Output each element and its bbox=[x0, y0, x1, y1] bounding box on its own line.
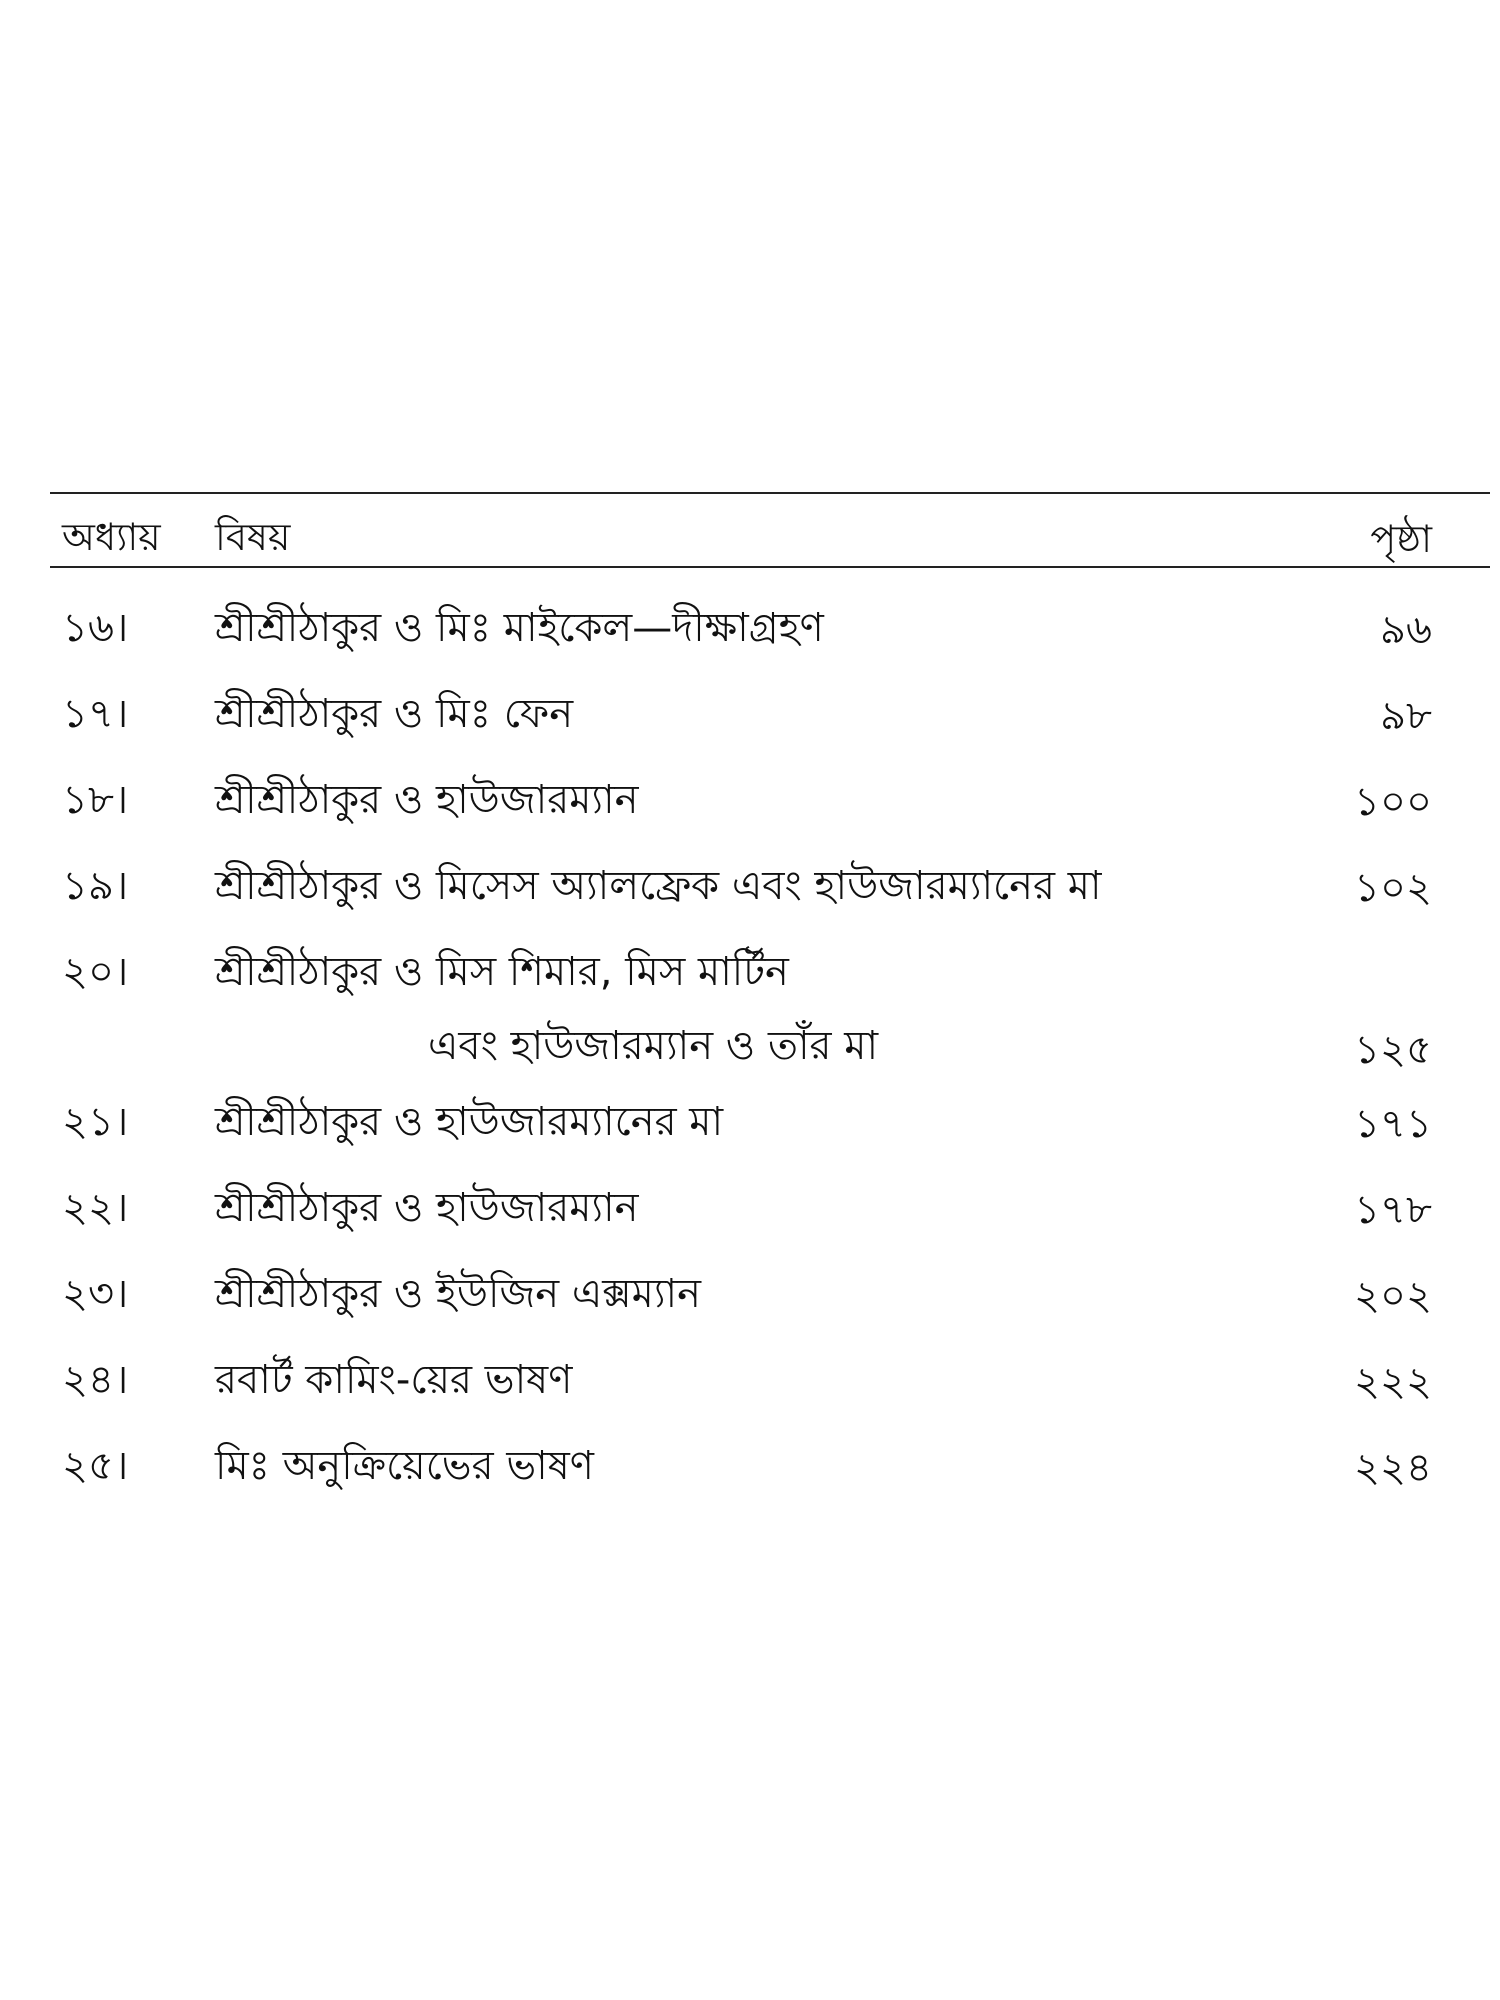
chapter-number: ২০। bbox=[62, 949, 129, 995]
toc-row bbox=[50, 760, 1490, 846]
page-number: ২০২ bbox=[1353, 1273, 1432, 1319]
toc-row bbox=[50, 674, 1490, 760]
chapter-number: ১৮। bbox=[62, 777, 129, 823]
chapter-title: রবার্ট কামিং-য়ের ভাষণ bbox=[215, 1357, 573, 1403]
chapter-title: শ্রীশ্রীঠাকুর ও মিস শিমার, মিস মার্টিন bbox=[215, 949, 789, 995]
chapter-title: শ্রীশ্রীঠাকুর ও হাউজারম্যান bbox=[215, 1185, 639, 1231]
toc-row bbox=[50, 588, 1490, 674]
header-page: পৃষ্ঠা bbox=[1370, 517, 1432, 561]
toc-row bbox=[50, 1254, 1490, 1340]
page-number: ১০২ bbox=[1354, 865, 1432, 911]
chapter-title: শ্রীশ্রীঠাকুর ও ইউজিন এক্সম্যান bbox=[215, 1271, 701, 1317]
header-subject: বিষয় bbox=[215, 515, 291, 559]
chapter-title: শ্রীশ্রীঠাকুর ও হাউজারম্যান bbox=[215, 777, 639, 823]
page-number: ১৭১ bbox=[1354, 1101, 1432, 1147]
chapter-number: ১৬। bbox=[62, 605, 129, 651]
page-number: ১৭৮ bbox=[1354, 1187, 1432, 1233]
chapter-number: ২১। bbox=[62, 1099, 129, 1145]
table-of-contents bbox=[50, 492, 1490, 1512]
page-number: ১২৫ bbox=[1354, 1027, 1432, 1073]
chapter-number: ১৯। bbox=[62, 863, 129, 909]
chapter-title: শ্রীশ্রীঠাকুর ও মিঃ মাইকেল—দীক্ষাগ্রহণ bbox=[215, 605, 824, 651]
chapter-title: মিঃ অনুক্রিয়েভের ভাষণ bbox=[215, 1443, 594, 1489]
toc-header bbox=[50, 494, 1490, 566]
toc-row bbox=[50, 846, 1490, 932]
chapter-title: শ্রীশ্রীঠাকুর ও হাউজারম্যানের মা bbox=[215, 1099, 724, 1145]
page-number: ২২২ bbox=[1353, 1359, 1432, 1405]
chapter-number: ২২। bbox=[62, 1185, 129, 1231]
toc-row bbox=[50, 932, 1490, 1082]
chapter-number: ২৪। bbox=[62, 1357, 129, 1403]
page-number: ৯৬ bbox=[1380, 607, 1432, 653]
chapter-title: শ্রীশ্রীঠাকুর ও মিসেস অ্যালফ্রেক এবং হাউজারম্যানের মা bbox=[215, 863, 1102, 909]
header-chapter: অধ্যায় bbox=[62, 515, 161, 559]
chapter-number: ২৫। bbox=[62, 1443, 129, 1489]
page-number: ১০০ bbox=[1354, 779, 1432, 825]
toc-rows bbox=[50, 588, 1490, 1512]
chapter-title: শ্রীশ্রীঠাকুর ও মিঃ ফেন bbox=[215, 691, 574, 737]
chapter-number: ১৭। bbox=[62, 691, 129, 737]
page-number: ৯৮ bbox=[1380, 693, 1432, 739]
chapter-title-continued: এবং হাউজারম্যান ও তাঁর মা bbox=[428, 1023, 879, 1069]
chapter-number: ২৩। bbox=[62, 1271, 129, 1317]
toc-row bbox=[50, 1082, 1490, 1168]
page-number: ২২৪ bbox=[1354, 1445, 1432, 1491]
toc-row bbox=[50, 1340, 1490, 1426]
toc-row bbox=[50, 1168, 1490, 1254]
toc-row bbox=[50, 1426, 1490, 1512]
